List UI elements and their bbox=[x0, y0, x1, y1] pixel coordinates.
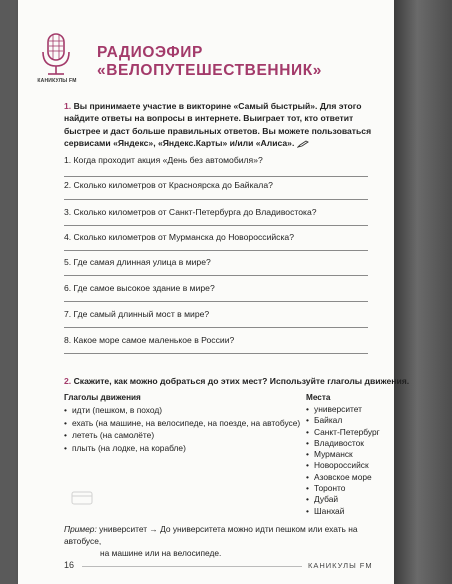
question-8: 8. Какое море самое маленькое в России? bbox=[64, 335, 235, 345]
question-6: 6. Где самое высокое здание в мире? bbox=[64, 283, 215, 293]
answer-line-6[interactable] bbox=[64, 301, 368, 302]
list-item: • университет bbox=[306, 404, 362, 414]
book-edge bbox=[394, 0, 452, 584]
answer-line-3[interactable] bbox=[64, 225, 368, 226]
question-2: 2. Сколько километров от Красноярска до Байкала? bbox=[64, 180, 273, 190]
logo-text: КАНИКУЛЫ FM bbox=[37, 78, 77, 84]
task-1-text: Вы принимаете участие в викторине «Самый быстрый». Для этого найдите ответы на вопросы в интернете. Выиграет тот, кто ответит быстрее и даст больше правильных ответов. Вы можете пользоваться сервисами «Яндекс», «Яндекс.Карты» и/или «Алиса». bbox=[64, 101, 372, 148]
page-number: 16 bbox=[64, 560, 75, 570]
list-item: • Владивосток bbox=[306, 437, 364, 448]
answer-line-5[interactable] bbox=[64, 275, 368, 276]
places-heading: Места bbox=[306, 393, 331, 402]
title-line-2: «ВЕЛОПУТЕШЕСТВЕННИК» bbox=[97, 62, 323, 79]
title-line-1: РАДИОЭФИР bbox=[97, 44, 203, 61]
question-1: 1. Когда проходит акция «День без автомобиля»? bbox=[64, 155, 263, 165]
answer-line-7[interactable] bbox=[64, 327, 368, 328]
list-item: • идти (пешком, в поход) bbox=[64, 405, 163, 415]
task-2-text: Скажите, как можно добраться до этих мест? Используйте глаголы движения. bbox=[73, 376, 410, 386]
example-line-1: университет → До университета можно идти пешком или ехать на автобусе, bbox=[64, 524, 358, 546]
page-title bbox=[97, 44, 322, 80]
list-item: • Мурманск bbox=[306, 449, 353, 460]
faded-emblem-icon bbox=[70, 488, 94, 506]
list-item: • Байкал bbox=[306, 415, 343, 426]
task-2-instructions bbox=[64, 376, 409, 386]
places-list bbox=[306, 404, 380, 517]
task-1-number: 1. bbox=[64, 101, 72, 111]
list-item: • ехать (на машине, на велосипеде, на поезде, на автобусе) bbox=[64, 417, 301, 428]
answer-line-8[interactable] bbox=[64, 353, 368, 354]
task-1-instructions bbox=[64, 100, 372, 149]
example-line-2: на машине или на велосипеде. bbox=[100, 548, 222, 558]
footer-divider bbox=[82, 566, 302, 567]
list-item: • Дубай bbox=[306, 494, 339, 505]
list-item: • Торонто bbox=[306, 483, 346, 494]
example-block bbox=[64, 523, 364, 559]
pencil-icon bbox=[297, 140, 309, 148]
verbs-heading: Глаголы движения bbox=[64, 393, 141, 402]
verbs-list bbox=[64, 404, 300, 454]
example-label: Пример: bbox=[64, 524, 97, 534]
answer-line-4[interactable] bbox=[64, 250, 368, 251]
list-item: • Шанхай bbox=[306, 505, 345, 516]
list-item: • Азовское море bbox=[306, 471, 372, 482]
question-7: 7. Где самый длинный мост в мире? bbox=[64, 309, 210, 319]
question-3: 3. Сколько километров от Санкт-Петербурга до Владивостока? bbox=[64, 207, 317, 217]
list-item: • Новороссийск bbox=[306, 460, 369, 471]
task-2-number: 2. bbox=[64, 376, 72, 386]
list-item: • Санкт-Петербург bbox=[306, 426, 380, 437]
question-4: 4. Сколько километров от Мурманска до Новороссийска? bbox=[64, 232, 294, 242]
answer-line-1[interactable] bbox=[64, 176, 368, 177]
list-item: • плыть (на лодке, на корабле) bbox=[64, 442, 186, 453]
question-5: 5. Где самая длинная улица в мире? bbox=[64, 257, 211, 267]
footer-brand: КАНИКУЛЫ FM bbox=[308, 561, 373, 570]
list-item: • лететь (на самолёте) bbox=[64, 430, 155, 441]
answer-line-2[interactable] bbox=[64, 199, 368, 200]
